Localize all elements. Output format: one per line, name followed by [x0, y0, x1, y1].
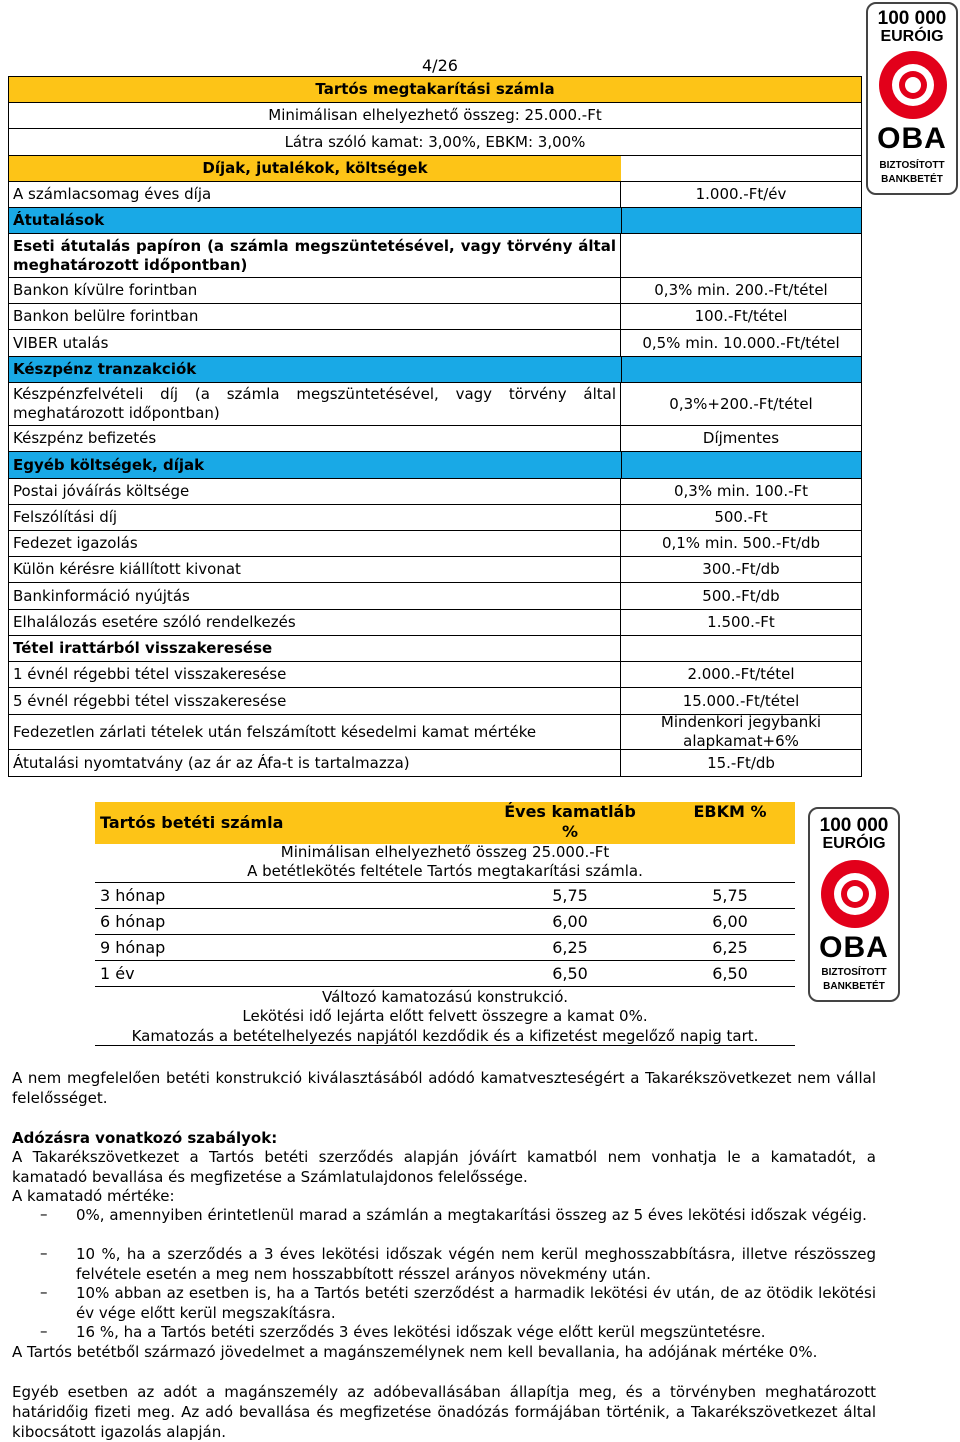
- table1-row: [8, 610, 862, 636]
- fee-label-line2: meghatározott időpontban): [13, 404, 220, 422]
- table1-row: [8, 662, 862, 688]
- table1-row: [8, 304, 862, 330]
- fee-label: Külön kérésre kiállított kivonat: [8, 557, 621, 582]
- fee-value: 2.000.-Ft/tétel: [621, 662, 862, 687]
- other-case-paragraph: Egyéb esetben az adót a magánszemély az adóbevallásában állapítja meg, és a törvényben meghatározott határidőig fizeti meg. Az adó bevallása és megfizetése önadózás formájában történik, a Takarékszövetkezet által kibocsátott igazolás alapján.: [12, 1383, 876, 1441]
- table1-subheader-row: [8, 636, 862, 662]
- fee-value: Díjmentes: [621, 426, 862, 451]
- table2-condition: A betétlekötés feltétele Tartós megtakarítási számla.: [247, 862, 643, 880]
- table1-interest-row: [8, 129, 862, 156]
- subheader-label: Tétel irattárból visszakeresése: [8, 636, 621, 661]
- fee-value: 0,3% min. 100.-Ft: [621, 479, 862, 504]
- table1-row: [8, 715, 862, 750]
- disclaimer-paragraph: A nem megfelelően betéti konstrukció kiválasztásából adódó kamatveszteségért a Takarékszövetkezet nem vállal felelősséget.: [12, 1069, 876, 1107]
- fee-value: 15.-Ft/db: [621, 750, 862, 776]
- table1-fees-header-row: [8, 156, 862, 182]
- fee-label-line1: Eseti átutalás papíron (a számla megszüntetésével, vagy törvény által: [13, 236, 616, 255]
- bullet-dash: –: [40, 1244, 48, 1262]
- logo-line4: BANKBETÉT: [823, 981, 885, 992]
- table1-section-row: [8, 357, 862, 383]
- table2-row-divider: [95, 960, 795, 961]
- section-value-blank: [621, 357, 862, 382]
- bullet-dash: –: [40, 1205, 48, 1223]
- fee-label: [8, 383, 621, 425]
- table2-row-divider: [95, 934, 795, 935]
- logo-amount: 100 000: [877, 8, 947, 29]
- fee-value-line1: Mindenkori jegybanki: [660, 713, 822, 731]
- table2-min-amount: Minimálisan elhelyezhető összeg 25.000.-Ft: [280, 843, 610, 861]
- table1-section-row: [8, 452, 862, 479]
- table1-row: [8, 557, 862, 583]
- bullet-dash: –: [40, 1283, 48, 1301]
- oba-ring-icon: [820, 859, 890, 929]
- bullet-dash: –: [40, 1322, 48, 1340]
- tax-rate-intro: A kamatadó mértéke:: [12, 1187, 175, 1205]
- fee-label: 5 évnél régebbi tétel visszakeresése: [8, 688, 621, 714]
- table1-row: [8, 330, 862, 357]
- table2-row-divider: [95, 986, 795, 987]
- fee-label: Átutalási nyomtatvány (az ár az Áfa-t is tartalmazza): [8, 750, 621, 776]
- section-heading: Készpénz tranzakciók: [8, 357, 621, 382]
- fee-label: Fedezet igazolás: [8, 531, 621, 556]
- deposit-rate: 6,50: [552, 964, 588, 983]
- deposit-term: 6 hónap: [100, 912, 166, 931]
- fee-label: 1 évnél régebbi tétel visszakeresése: [8, 662, 621, 687]
- fee-label: A számlacsomag éves díja: [8, 182, 621, 207]
- table2-col-rate: Éves kamatláb: [504, 802, 636, 821]
- table2-note-accrual: Kamatozás a betételhelyezés napjától kezdődik és a kifizetést megelőző napig tart.: [131, 1027, 759, 1045]
- table1-row: [8, 531, 862, 557]
- table1-row: [8, 750, 862, 777]
- fee-label: Fedezetlen zárlati tételek után felszámított késedelmi kamat mértéke: [8, 715, 621, 749]
- fee-label: [8, 234, 621, 277]
- deposit-term: 1 év: [100, 964, 135, 983]
- oba-logo-bottom: [808, 807, 900, 1002]
- logo-amount: 100 000: [819, 815, 889, 836]
- fee-value: 100.-Ft/tétel: [621, 304, 862, 329]
- deposit-term: 3 hónap: [100, 886, 166, 905]
- table1-min-row: [8, 103, 862, 129]
- fee-label: Felszólítási díj: [8, 505, 621, 530]
- oba-ring-icon: [878, 50, 948, 120]
- fee-value: 1.500.-Ft: [621, 610, 862, 635]
- fee-label: Készpénz befizetés: [8, 426, 621, 451]
- income-paragraph: A Tartós betétből származó jövedelmet a magánszemélynek nem kell bevallania, ha adójának mértéke 0%.: [12, 1343, 818, 1361]
- table2-col-ebkm: EBKM %: [693, 802, 767, 821]
- table1-row: [8, 426, 862, 452]
- fee-label-line1: Készpénzfelvételi díj (a számla megszüntetésével, vagy törvény által: [13, 385, 616, 403]
- fee-value: 500.-Ft: [621, 505, 862, 530]
- table1-fees-header-blank: [621, 156, 862, 181]
- table1-row: [8, 505, 862, 531]
- tax-rate-item: 16 %, ha a Tartós betéti szerződés 3 éves lekötési időszak vége előtt kerül megszüntetésre.: [76, 1323, 766, 1341]
- table2-bottom-border: [95, 1045, 795, 1046]
- tax-rate-item: 10 %, ha a szerződés a 3 éves lekötési időszak végén nem kerül meghosszabbításra, illetve részösszeg felvétele esetén a meg nem hosszabbított résszel arányos növekmény után.: [76, 1245, 876, 1283]
- logo-brand: OBA: [877, 122, 947, 155]
- fee-value: 300.-Ft/db: [621, 557, 862, 582]
- logo-line4: BANKBETÉT: [881, 174, 943, 185]
- table2-note-early: Lekötési idő lejárta előtt felvett összegre a kamat 0%.: [242, 1007, 648, 1025]
- page-number: 4/26: [422, 56, 458, 75]
- section-heading: Átutalások: [8, 208, 621, 233]
- fee-value: 500.-Ft/db: [621, 583, 862, 609]
- deposit-rate: 6,00: [552, 912, 588, 931]
- deposit-ebkm: 6,50: [712, 964, 748, 983]
- table1-row: [8, 688, 862, 715]
- table1-fees-header: Díjak, jutalékok, költségek: [8, 156, 621, 181]
- fee-value: 0,3%+200.-Ft/tétel: [621, 383, 862, 425]
- logo-line3: BIZTOSÍTOTT: [879, 160, 945, 171]
- deposit-ebkm: 5,75: [712, 886, 748, 905]
- table2-row-divider: [95, 908, 795, 909]
- fee-label: Bankon kívülre forintban: [8, 278, 621, 303]
- section-value-blank: [621, 208, 862, 233]
- table1-title-row: [8, 76, 862, 103]
- tax-paragraph: A Takarékszövetkezet a Tartós betéti szerződés alapján jóváírt kamatból nem vonhatja le a kamatadót, a kamatadó bevallása és megfizetése a Számlatulajdonos felelőssége.: [12, 1148, 876, 1186]
- fee-label: Postai jóváírás költsége: [8, 479, 621, 504]
- deposit-rate: 6,25: [552, 938, 588, 957]
- fee-label: Bankon belülre forintban: [8, 304, 621, 329]
- fee-label: Elhalálozás esetére szóló rendelkezés: [8, 610, 621, 635]
- fee-value: [621, 715, 862, 749]
- table2-note-variable: Változó kamatozású konstrukció.: [322, 988, 568, 1006]
- table1-row: [8, 383, 862, 426]
- fee-label: Bankinformáció nyújtás: [8, 583, 621, 609]
- tax-rate-item: 0%, amennyiben érintetlenül marad a számlán a megtakarítási összeg az 5 éves lekötési időszak végéig.: [76, 1206, 867, 1224]
- fee-value: [621, 234, 862, 277]
- deposit-rate: 5,75: [552, 886, 588, 905]
- table1-row: [8, 182, 862, 208]
- section-heading: Egyéb költségek, díjak: [8, 452, 621, 478]
- section-value-blank: [621, 452, 862, 478]
- table1-title: Tartós megtakarítási számla: [8, 77, 862, 102]
- fee-label-line2: meghatározott időpontban): [13, 255, 248, 274]
- table1-row: [8, 479, 862, 505]
- logo-line3: BIZTOSÍTOTT: [821, 967, 887, 978]
- fee-value: 0,5% min. 10.000.-Ft/tétel: [621, 330, 862, 356]
- table1-row: [8, 583, 862, 610]
- table1-interest: Látra szóló kamat: 3,00%, EBKM: 3,00%: [8, 129, 862, 155]
- fee-value: 0,1% min. 500.-Ft/db: [621, 531, 862, 556]
- deposit-ebkm: 6,00: [712, 912, 748, 931]
- logo-euroig: EURÓIG: [822, 835, 886, 852]
- fee-value-line2: alapkamat+6%: [683, 732, 799, 750]
- table1-min-amount: Minimálisan elhelyezhető összeg: 25.000.-Ft: [8, 103, 862, 128]
- fee-value: 1.000.-Ft/év: [621, 182, 862, 207]
- table1-row: [8, 278, 862, 304]
- fee-value: 15.000.-Ft/tétel: [621, 688, 862, 714]
- table1-section-row: [8, 208, 862, 234]
- fee-label: VIBER utalás: [8, 330, 621, 356]
- table2-col-rate-unit: %: [561, 822, 579, 841]
- logo-euroig: EURÓIG: [880, 28, 944, 45]
- fee-value: 0,3% min. 200.-Ft/tétel: [621, 278, 862, 303]
- table2-title: Tartós betéti számla: [100, 813, 284, 832]
- tax-heading: Adózásra vonatkozó szabályok:: [12, 1129, 278, 1147]
- logo-brand: OBA: [819, 931, 889, 964]
- deposit-term: 9 hónap: [100, 938, 166, 957]
- subheader-value-blank: [621, 636, 862, 661]
- table2-row-divider: [95, 882, 795, 883]
- tax-rate-item: 10% abban az esetben is, ha a Tartós betéti szerződést a harmadik lekötési év után, de az ötödik lekötési év vége előtt kerül megszakításra.: [76, 1284, 876, 1322]
- table1-row: [8, 234, 862, 278]
- deposit-ebkm: 6,25: [712, 938, 748, 957]
- oba-logo-top: [866, 2, 958, 195]
